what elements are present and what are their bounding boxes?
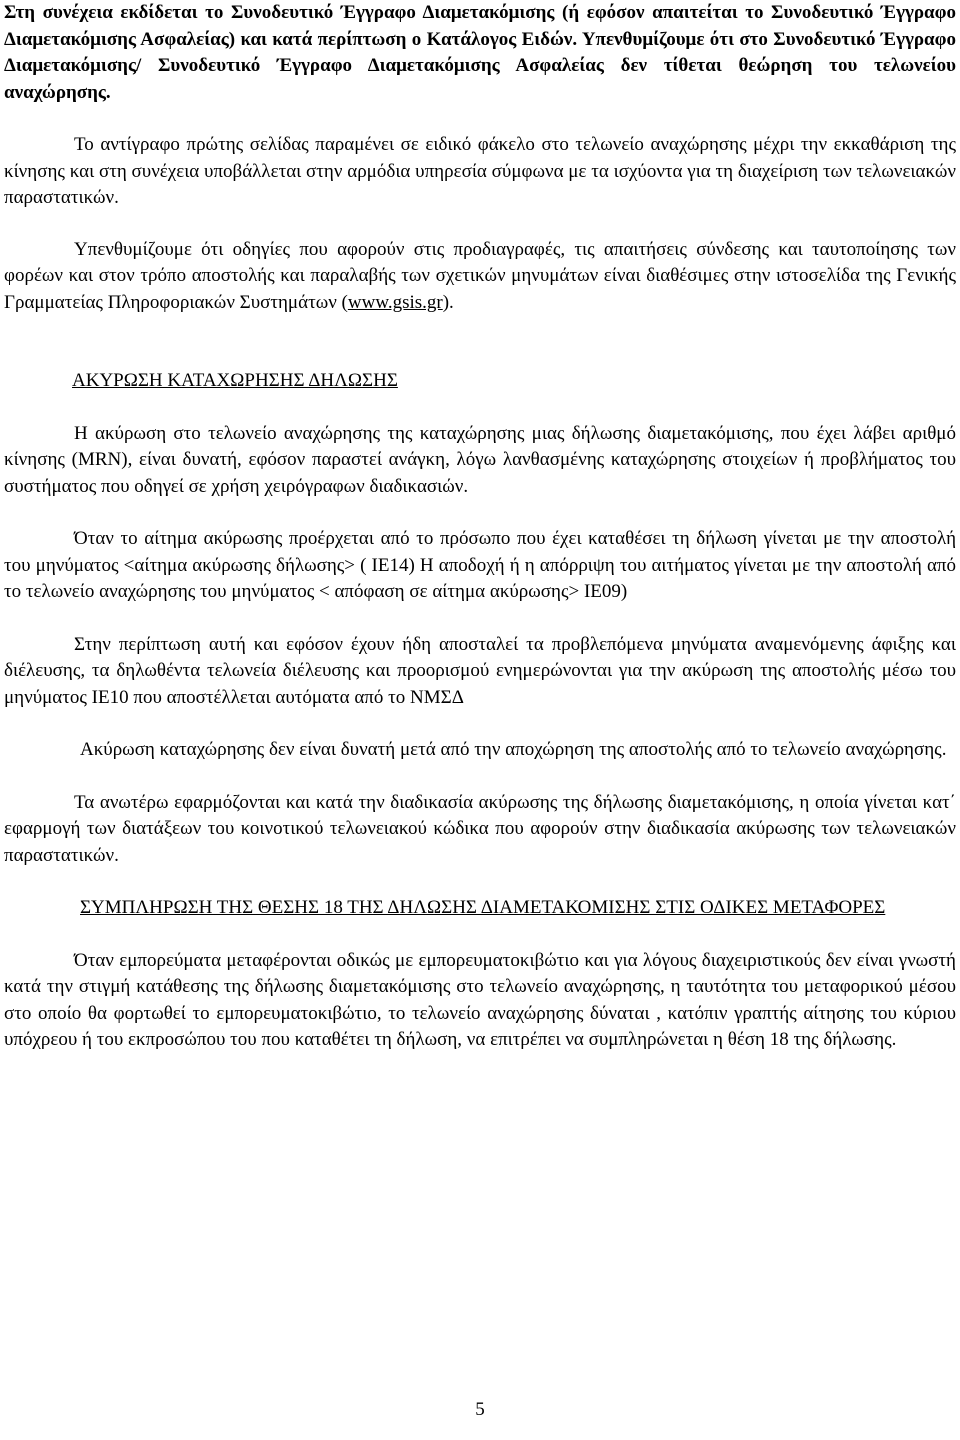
paragraph-cancel-conditions: Η ακύρωση στο τελωνείο αναχώρησης της καταχώρησης μιας δήλωσης διαμετακόμισης, που έχει λάβει αριθμό κίνησης (MRN), είναι δυνατή, εφόσον παραστεί ανάγκη, λόγω λανθασμένης καταχώρησης στοιχείων ή προβλήματος του συστήματος που οδηγεί σε χρήση χειρόγραφων διαδικασιών. [4, 422, 956, 497]
paragraph-reminder-specs-text: Υπενθυμίζουμε ότι οδηγίες που αφορούν στις προδιαγραφές, τις απαιτήσεις σύνδεσης και ταυτοποίησης των φορέων και στον τρόπο αποστολής και παραλαβής των σχετικών μηνυμάτων είναι διαθέσιμες στην ιστοσελίδα της Γενικής Γραμματείας Πληροφοριακών Συστημάτων ( [4, 238, 956, 313]
paragraph-first-page-copy: Το αντίγραφο πρώτης σελίδας παραμένει σε ειδικό φάκελο στο τελωνείο αναχώρησης μέχρι την εκκαθάριση της κίνησης και στη συνέχεια υποβάλλεται στην αρμόδια υπηρεσία σύμφωνα με τα ισχύοντα για τη διαχείριση των τελωνειακών παραστατικών. [4, 134, 956, 208]
paragraph-cancel-procedure: Τα ανωτέρω εφαρμόζονται και κατά την διαδικασία ακύρωσης της δήλωσης διαμετακόμισης, η οποία γίνεται κατ΄ εφαρμογή των διατάξεων του κοινοτικού τελωνειακού κώδικα που αφορούν στην διαδικασία ακύρωσης των τελωνειακών παραστατικών. [4, 791, 956, 866]
paragraph-transit-document: Στη συνέχεια εκδίδεται το Συνοδευτικό Έγγραφο Διαμετακόμισης (ή εφόσον απαιτείται το Συνοδευτικό Έγγραφο Διαμετακόμισης Ασφαλείας) και κατά περίπτωση ο Κατάλογος Ειδών. Υπενθυμίζουμε ότι στο Συνοδευτικό Έγγραφο Διαμετακόμισης/ Συνοδευτικό Έγγραφο Διαμετακόμισης Ασφαλείας δεν τίθεται θεώρηση του τελωνείου αναχώρησης. [4, 2, 956, 103]
heading-box-18-text: ΣΥΜΠΛΗΡΩΣΗ ΤΗΣ ΘΕΣΗΣ 18 ΤΗΣ ΔΗΛΩΣΗΣ ΔΙΑΜΕΤΑΚΟΜΙΣΗΣ ΣΤΙΣ ΟΔΙΚΕΣ ΜΕΤΑΦΟΡΕΣ [80, 897, 886, 918]
paragraph-container-transport: Όταν εμπορεύματα μεταφέρονται οδικώς με εμπορευματοκιβώτιο και για λόγους διαχειριστικούς δεν είναι γνωστή κατά την στιγμή κατάθεσης της δήλωσης διαμετακόμισης στο τελωνείο αναχώρησης, η ταυτότητα του μεταφορικού μέσου στο οποίο θα φορτωθεί το εμπορευματοκιβώτιο, το τελωνείο αναχώρησης δύναται , κατόπιν γραπτής αίτησης του κύριου υπόχρεου ή του εκπροσώπου του που καταθέτει τη δήλωση, να επιτρέπει να συμπληρώνεται η θέση 18 της δήλωσης. [4, 949, 956, 1050]
heading-cancel-registration-text: ΑΚΥΡΩΣΗ ΚΑΤΑΧΩΡΗΣΗΣ ΔΗΛΩΣΗΣ [72, 370, 398, 391]
paragraph-cancel-request: Όταν το αίτημα ακύρωσης προέρχεται από το πρόσωπο που έχει καταθέσει τη δήλωση γίνεται με την αποστολή του μηνύματος <αίτημα ακύρωσης δήλωσης> ( IE14) Η αποδοχή ή η απόρριψη του αιτήματος γίνεται με την αποστολή από το τελωνείο αναχώρησης του μηνύματος < απόφαση σε αίτημα ακύρωσης> IE09) [4, 528, 956, 602]
heading-cancel-registration [4, 368, 956, 395]
paragraph-cancel-not-possible: Ακύρωση καταχώρησης δεν είναι δυνατή μετά από την αποχώρηση της αποστολής από το τελωνείο αναχώρησης. [80, 739, 947, 760]
document-body [4, 0, 956, 1054]
paragraph-transit-offices-notice: Στην περίπτωση αυτή και εφόσον έχουν ήδη αποσταλεί τα προβλεπόμενα μηνύματα αναμενόμενης άφιξης και διέλευσης, τα δηλωθέντα τελωνεία διέλευσης και προορισμού ενημερώνονται για την ακύρωση της αποστολής μέσω του μηνύματος IE10 που αποστέλλεται αυτόματα από το ΝΜΣΔ [4, 633, 956, 708]
paragraph-reminder-specs-end: ). [442, 291, 454, 313]
heading-box-18 [4, 895, 956, 922]
paragraph-reminder-specs [4, 237, 956, 317]
page-number: 5 [475, 1399, 485, 1420]
gsis-website-link[interactable]: www.gsis.gr [347, 291, 443, 313]
